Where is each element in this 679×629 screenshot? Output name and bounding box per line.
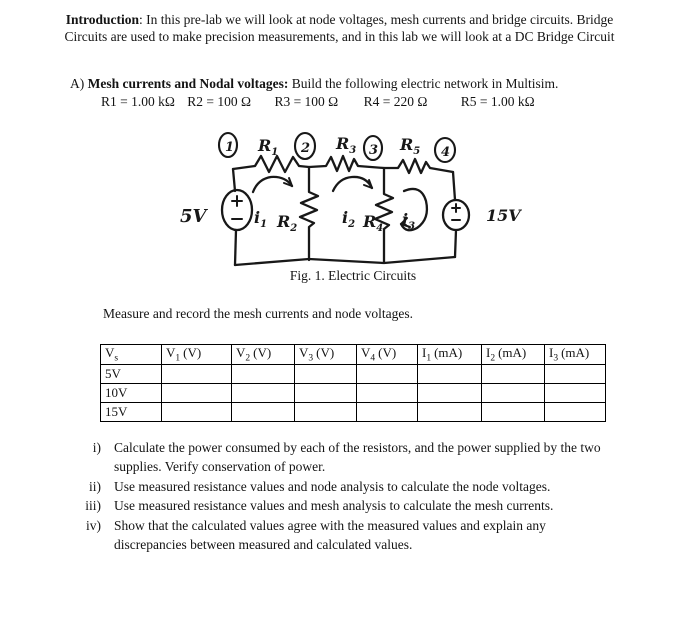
table-cell xyxy=(482,364,545,383)
resistor-r5-label: $R_5$ xyxy=(400,135,421,157)
table-cell xyxy=(545,383,606,402)
table-cell xyxy=(357,383,418,402)
source-5v-plus-icon xyxy=(232,196,242,206)
table-cell xyxy=(162,383,232,402)
intro-line1-rest: : In this pre-lab we will look at node voltages, mesh currents and bridge circuits. Bridge xyxy=(139,12,614,27)
table-cell xyxy=(162,364,232,383)
section-a-prefix: A) xyxy=(70,76,85,91)
resistor-r1-label: $R_1$ xyxy=(258,136,279,158)
table-cell xyxy=(295,402,357,421)
header-v3: $V_3$ (V) xyxy=(295,345,357,365)
tasks-list xyxy=(60,438,601,554)
node-3-label: 3 xyxy=(369,143,379,158)
intro-bold-word: Introduction xyxy=(65,12,139,27)
header-v2: $V_2$ (V) xyxy=(232,345,295,365)
resistor-value-r4: R4 = 220 Ω xyxy=(363,94,428,109)
table-cell xyxy=(162,402,232,421)
source-5v-label: 5V xyxy=(180,206,207,227)
intro-paragraph xyxy=(39,11,640,45)
intro-line-2: Circuits are used to make precision measurements, and in this lab we will look at a DC Bridge Circuit xyxy=(64,29,615,44)
header-v1: $V_1$ (V) xyxy=(162,345,232,365)
measurement-table xyxy=(100,344,606,422)
table-cell xyxy=(482,383,545,402)
header-v4: $V_4$ (V) xyxy=(357,345,418,365)
table-header-row xyxy=(101,345,606,365)
table-cell xyxy=(545,364,606,383)
table-cell xyxy=(232,383,295,402)
circuit-diagram xyxy=(178,128,528,270)
mesh-current-i2-label: $i_2$ xyxy=(342,208,356,230)
task-text: Calculate the power consumed by each of the resistors, and the power supplied by the two xyxy=(114,440,601,455)
task-item-iv-line2 xyxy=(60,535,601,554)
mesh-current-i1-label: $i_1$ xyxy=(254,208,268,230)
r2-branch-wire xyxy=(300,167,318,260)
header-i2: $I_2$ (mA) xyxy=(482,345,545,365)
table-row xyxy=(101,402,606,421)
task-item-iii xyxy=(60,496,601,515)
resistor-value-r2: R2 = 100 Ω xyxy=(187,94,252,109)
resistor-value-r3: R3 = 100 Ω xyxy=(274,94,339,109)
right-branch-wire xyxy=(453,172,455,200)
table-row xyxy=(101,364,606,383)
table-cell xyxy=(357,364,418,383)
resistor-values-line xyxy=(101,94,535,110)
table-cell xyxy=(482,402,545,421)
resistor-r4-label: $R_4$ xyxy=(363,212,384,234)
section-a-instruction: Build the following electric network in Multisim. xyxy=(291,76,559,91)
node-4-label: 4 xyxy=(441,145,451,160)
table-cell xyxy=(295,383,357,402)
left-branch-wire xyxy=(233,169,235,191)
task-num: ii) xyxy=(89,478,101,494)
row-label-5v: 5V xyxy=(101,364,162,383)
measure-instruction: Measure and record the mesh currents and node voltages. xyxy=(103,306,414,321)
table-cell xyxy=(232,402,295,421)
section-a-title: Mesh currents and Nodal voltages: xyxy=(87,76,289,91)
table-cell xyxy=(545,402,606,421)
intro-line-1 xyxy=(39,11,640,28)
measurement-table-wrapper xyxy=(100,344,606,422)
task-num: iv) xyxy=(86,517,101,533)
top-wire-with-resistors xyxy=(233,156,453,173)
source-15v-plus-icon xyxy=(452,204,460,212)
task-text: Use measured resistance values and mesh analysis to calculate the mesh currents. xyxy=(114,498,554,514)
task-item-i-line2 xyxy=(60,457,601,476)
mesh-current-i3-label: $i_3$ xyxy=(402,210,416,232)
task-item-i-line1 xyxy=(60,438,601,457)
row-label-10v: 10V xyxy=(101,383,162,402)
table-cell xyxy=(418,364,482,383)
task-item-iv-line1 xyxy=(60,516,601,535)
task-item-ii xyxy=(60,477,601,496)
resistor-r3-label: $R_3$ xyxy=(336,134,357,156)
figure-caption: Fig. 1. Electric Circuits xyxy=(289,268,417,283)
resistor-value-r5: R5 = 1.00 kΩ xyxy=(460,94,535,109)
table-cell xyxy=(232,364,295,383)
header-i1: $I_1$ (mA) xyxy=(418,345,482,365)
task-num: iii) xyxy=(85,498,101,514)
table-cell xyxy=(357,402,418,421)
row-label-15v: 15V xyxy=(101,402,162,421)
left-branch-wire-lower xyxy=(235,230,236,265)
task-text: Show that the calculated values agree with the measured values and explain any xyxy=(114,517,546,533)
node-2-label: 2 xyxy=(301,141,311,156)
table-cell xyxy=(418,402,482,421)
table-cell xyxy=(418,383,482,402)
mesh-arrow-i2 xyxy=(333,177,372,191)
bottom-wire xyxy=(235,257,455,265)
task-text: supplies. Verify conservation of power. xyxy=(114,459,326,475)
table-row xyxy=(101,383,606,402)
header-i3: $I_3$ (mA) xyxy=(545,345,606,365)
node-1-label: 1 xyxy=(225,140,235,155)
header-vs: $V_s$ xyxy=(101,345,162,365)
mesh-arrow-i1 xyxy=(253,177,292,192)
resistor-value-r1: R1 = 1.00 kΩ xyxy=(101,94,175,109)
r4-branch-wire xyxy=(375,168,393,262)
task-num: i) xyxy=(92,440,101,455)
table-cell xyxy=(295,364,357,383)
resistor-r2-label: $R_2$ xyxy=(277,212,298,234)
task-text: Use measured resistance values and node analysis to calculate the node voltages. xyxy=(114,478,551,494)
task-text: discrepancies between measured and calculated values. xyxy=(114,537,413,553)
right-branch-wire-lower xyxy=(455,230,456,257)
section-a-heading xyxy=(70,76,558,92)
source-15v-label: 15V xyxy=(486,206,521,225)
